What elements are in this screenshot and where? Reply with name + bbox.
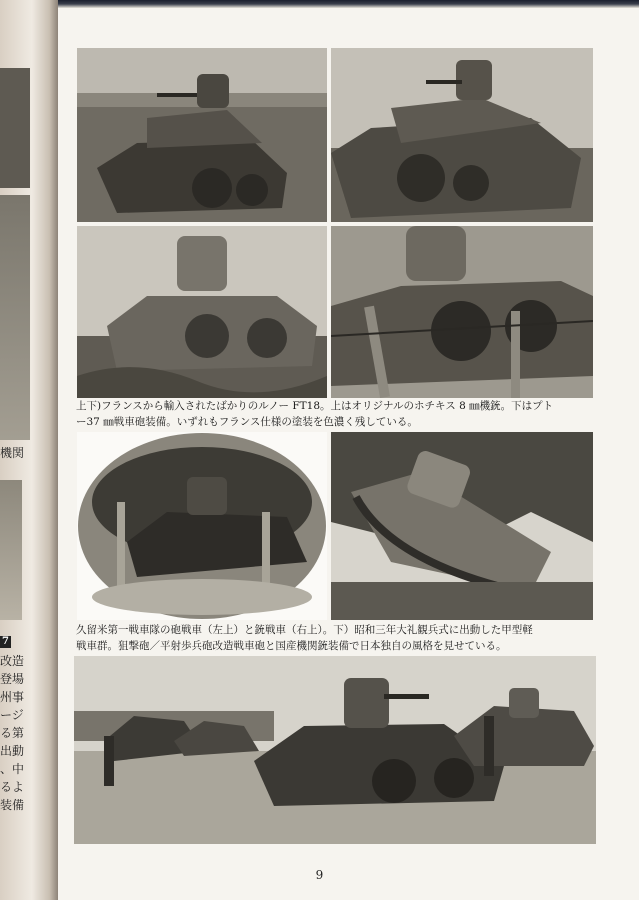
photo-gun-tank-vignette — [77, 432, 327, 620]
left-page-photo-fragment — [0, 195, 30, 440]
book-top-edge — [0, 0, 639, 8]
left-page-text: 装備 — [0, 798, 25, 812]
left-page-text: る第 — [0, 726, 25, 740]
photo-tank-column-review — [74, 656, 596, 844]
left-page-text: 機関 — [0, 446, 25, 460]
left-page-text: 登場 — [0, 672, 25, 686]
photo-mg-tank-climbing — [331, 432, 593, 620]
left-page-text: 、中 — [0, 762, 25, 776]
photo-tank-field-right — [331, 48, 593, 222]
left-page-text: ージ — [0, 708, 24, 722]
caption-line: 上下)フランスから輸入されたばかりのルノー FT18。上はオリジナルのホチキス 8 ㎜機銃。下はプト — [76, 400, 554, 412]
page-number: 9 — [315, 868, 324, 882]
photo-tank-fence-right — [331, 226, 593, 398]
left-page-marker: 7 — [2, 636, 9, 647]
left-page-text: 出動 — [0, 744, 25, 758]
left-page-text: 州事 — [0, 690, 25, 704]
left-page-text: 改造 — [0, 654, 25, 668]
caption-line: 久留米第一戦車隊の砲戦車（左上）と銃戦車（右上）。下）昭和三年大礼観兵式に出動した甲型軽 — [76, 624, 533, 636]
left-page-photo-fragment — [0, 480, 22, 620]
caption-line: ー37 ㎜戦車砲装備。いずれもフランス仕様の塗装を色濃く残している。 — [76, 416, 418, 428]
left-page-photo-fragment — [0, 68, 30, 188]
photo-tank-grass-left — [77, 226, 327, 398]
left-page-text: るよ — [0, 780, 25, 794]
photo-tank-field-left — [77, 48, 327, 222]
caption-line: 戦車群。狙撃砲／平射歩兵砲改造戦車砲と国産機関銃装備で日本独自の風格を見せている。 — [76, 640, 507, 652]
